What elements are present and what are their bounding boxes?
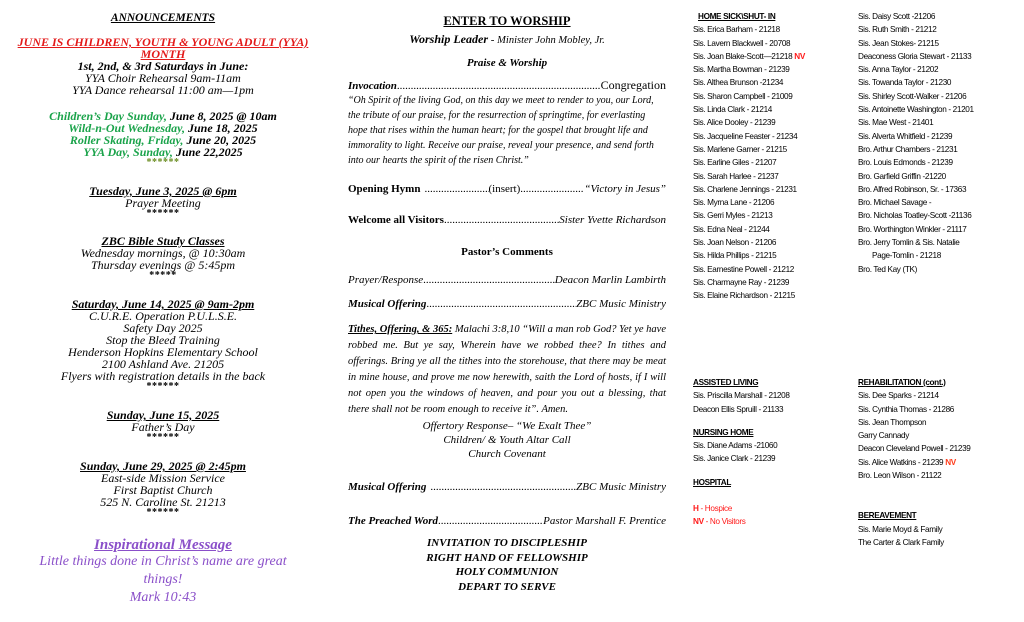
musical-offering-row-2: [348, 480, 666, 494]
invocation-label: Invocation: [348, 80, 397, 92]
divider-stars: ******: [146, 157, 180, 168]
list-item: Sis. Jean Stokes- 21215: [858, 38, 939, 48]
musical-offering-who: ZBC Music Ministry: [576, 298, 666, 310]
invocation-prayer: “Oh Spirit of the living God, on this day we meet to render to you, our Lord, the tribute of our praise, for the resurrection of springtime, for everlasting hope that rises within the human heart; for the gospel that brought life and immorality to light. Receive our praise, reveal your presence, and send forth into our hearts the spirit of the risen Christ.”: [348, 95, 654, 166]
divider-stars: ******: [146, 208, 180, 219]
mission-block: [0, 460, 326, 517]
spacer: [693, 489, 790, 502]
fathers-day-heading: Sunday, June 15, 2025: [106, 408, 220, 422]
list-item: Sis. Diane Adams -21060: [693, 441, 778, 451]
list-item: Sis. Priscilla Marshall - 21208: [693, 391, 790, 401]
bible-study-text: Wednesday mornings, @ 10:30am: [80, 246, 246, 260]
hospital-heading: HOSPITAL: [693, 477, 731, 487]
prayer-response-row: [348, 273, 666, 287]
prayer-response-label: Prayer/Response: [348, 274, 424, 286]
closing-item: RIGHT HAND OF FELLOWSHIP: [426, 551, 588, 564]
list-item: Sis. Cynthia Thomas - 21286: [858, 404, 954, 414]
list-item: Sis. Hilda Phillips - 21215: [693, 251, 777, 261]
legend-meaning: - Hospice: [698, 504, 732, 514]
welcome-row: [348, 213, 666, 227]
yya-events: [0, 110, 326, 167]
yya-month-heading-2: MONTH: [140, 46, 186, 61]
fathers-day-text: Father’s Day: [131, 420, 195, 434]
list-item: Sis. Antoinette Washington - 21201: [858, 105, 974, 115]
leader-dots: [424, 182, 488, 196]
list-item: Sis. Daisy Scott -21206: [858, 12, 936, 21]
legend-meaning: - No Visitors: [703, 517, 746, 527]
invocation-who: Congregation: [600, 78, 666, 92]
leader-dots: [520, 182, 584, 196]
spacer: [693, 416, 790, 426]
list-item: Bro. Ted Kay (TK): [858, 264, 917, 274]
care-facilities-col1: [693, 376, 790, 529]
list-item: Deacon Ellis Spruill - 21133: [693, 404, 784, 414]
opening-hymn-insert: (insert): [488, 183, 521, 195]
divider-stars: ******: [146, 381, 180, 392]
list-item: Bro. Nicholas Toatley-Scott -21136: [858, 211, 972, 221]
prayer-meeting-text: Prayer Meeting: [125, 196, 201, 210]
list-item: Sis. Sarah Harlee - 21237: [693, 171, 779, 181]
tithes-offering-block: [348, 322, 666, 418]
fathers-day-block: [0, 409, 326, 442]
list-item: Sis. Alice Dooley - 21239: [693, 118, 776, 128]
opening-hymn-title: “Victory in Jesus”: [584, 183, 666, 195]
list-item: Sis. Elaine Richardson - 21215: [693, 291, 795, 301]
event-line: Roller Skating, Friday, June 20, 2025: [69, 133, 257, 147]
prayer-response-who: Deacon Marlin Lambirth: [554, 274, 666, 286]
mission-text: East-side Mission Service: [101, 471, 225, 485]
cure-text: C.U.R.E. Operation P.U.L.S.E.: [88, 309, 238, 323]
home-sick-list-col1: [693, 10, 805, 303]
closing-list: [348, 536, 666, 594]
list-item: Sis. Linda Clark - 21214: [693, 105, 772, 115]
prayer-meeting-heading: Tuesday, June 3, 2025 @ 6pm: [89, 184, 237, 198]
list-item: Sis. Dee Sparks - 21214: [858, 391, 939, 401]
list-item: Bro. Michael Savage -: [858, 198, 932, 208]
no-visitors-flag: NV: [794, 51, 805, 61]
list-item: The Carter & Clark Family: [858, 537, 944, 547]
musical-offering-who: ZBC Music Ministry: [576, 481, 666, 493]
nursing-home-heading: NURSING HOME: [693, 427, 754, 437]
preached-word-row: [348, 514, 666, 528]
bible-study-text: Thursday evenings @ 5:45pm: [90, 258, 236, 272]
list-item: Deaconess Gloria Stewart - 21133: [858, 51, 972, 61]
assisted-living-heading: ASSISTED LIVING: [693, 378, 759, 387]
bible-study-heading: ZBC Bible Study Classes: [101, 234, 225, 248]
prayer-meeting-block: [0, 185, 326, 218]
home-sick-heading: HOME SICK\SHUT- IN: [698, 12, 776, 21]
bereavement-heading: BEREAVEMENT: [858, 511, 917, 521]
cure-heading: Saturday, June 14, 2025 @ 9am-2pm: [71, 297, 255, 311]
list-item: Sis. Gerri Myles - 21213: [693, 211, 773, 221]
worship-title: ENTER TO WORSHIP: [443, 14, 571, 28]
yya-month-heading: JUNE IS CHILDREN, YOUTH & YOUNG ADULT (YYA): [17, 35, 309, 49]
preached-word-who: Pastor Marshall F. Prentice: [543, 515, 666, 527]
order-of-worship-column: [348, 14, 666, 594]
tithes-heading: Tithes, Offering, & 365:: [348, 324, 453, 335]
leader-dots: [438, 514, 543, 528]
welcome-label: Welcome all Visitors: [348, 214, 444, 226]
list-item: Sis. Sharon Campbell - 21009: [693, 91, 793, 101]
bible-study-block: [0, 235, 326, 280]
list-item: Page-Tomlin - 21218: [872, 251, 941, 261]
leader-dots: [444, 213, 559, 227]
divider-stars: ******: [146, 432, 180, 443]
worship-leader-label: Worship Leader: [409, 32, 488, 46]
list-item: Sis. Janice Clark - 21239: [693, 454, 776, 464]
list-item: Bro. Louis Edmonds - 21239: [858, 158, 953, 168]
legend-no-visitors: [693, 515, 790, 528]
invocation-row: [348, 78, 666, 93]
mission-heading: Sunday, June 29, 2025 @ 2:45pm: [80, 459, 246, 473]
mission-text: 525 N. Caroline St. 21213: [100, 495, 226, 509]
home-sick-list-col2: [858, 10, 974, 276]
list-item: Sis. Martha Bowman - 21239: [693, 65, 790, 75]
praise-worship-heading: Praise & Worship: [466, 57, 548, 69]
rehabilitation-heading: REHABILITATION (cont.): [858, 378, 946, 387]
spacer: [858, 482, 971, 509]
list-item: Bro. Arthur Chambers - 21231: [858, 144, 958, 154]
list-item: Sis. Anna Taylor - 21202: [858, 65, 939, 75]
list-item: Sis. Alverta Whitfield - 21239: [858, 131, 953, 141]
cure-block: [0, 298, 326, 391]
cure-text: Safety Day 2025: [123, 321, 203, 335]
list-item: Sis. Jean Thompson: [858, 417, 927, 427]
legend-code: NV: [693, 517, 704, 527]
list-item: Sis. Lavern Blackwell - 20708: [693, 38, 791, 48]
leader-dots: [423, 273, 555, 287]
musical-offering-label: Musical Offering: [348, 481, 427, 493]
list-item: Bro. Worthington Winkler - 21117: [858, 224, 967, 234]
leader-dots: [397, 79, 601, 93]
list-item: Sis. Ruth Smith - 21212: [858, 25, 937, 35]
announcements-column: [0, 12, 326, 607]
announcements-title: ANNOUNCEMENTS: [110, 12, 216, 24]
opening-hymn-label: Opening Hymn: [348, 183, 421, 195]
legend-hospice: [693, 502, 790, 515]
leader-dots: [430, 480, 576, 494]
worship-leader-name: Minister John Mobley, Jr.: [497, 35, 605, 46]
divider-stars: *****: [149, 270, 177, 281]
offertory-response: Offertory Response– “We Exalt Thee”: [422, 420, 592, 432]
inspirational-title: Inspirational Message: [94, 537, 232, 553]
divider-stars: ******: [146, 507, 180, 518]
cure-text: Flyers with registration details in the back: [60, 369, 266, 383]
preached-word-label: The Preached Word: [348, 515, 439, 527]
list-item: Sis. Towanda Taylor - 21230: [858, 78, 952, 88]
care-facilities-col2: [858, 376, 971, 549]
list-item: Sis. Joan Blake-Scott—21218 NV: [693, 51, 805, 61]
inspirational-text: [0, 553, 326, 607]
list-item: Deacon Cleveland Powell - 21239: [858, 444, 971, 454]
list-item: Sis. Jacqueline Feaster - 21234: [693, 131, 798, 141]
dance-line: YYA Dance rehearsal 11:00 am—1pm: [72, 83, 254, 97]
closing-item: DEPART TO SERVE: [458, 580, 556, 593]
cure-text: Henderson Hopkins Elementary School: [68, 345, 258, 359]
spacer: [693, 466, 790, 476]
no-visitors-flag: NV: [945, 457, 956, 467]
legend-code: H: [693, 504, 699, 514]
cure-text: Stop the Bleed Training: [106, 333, 220, 347]
list-item: Sis. Marie Moyd & Family: [858, 524, 943, 534]
choir-line: YYA Choir Rehearsal 9am-11am: [85, 71, 241, 85]
cure-text: 2100 Ashland Ave. 21205: [101, 357, 225, 371]
list-item: Sis. Mae West - 21401: [858, 118, 934, 128]
list-item: Bro. Jerry Tomlin & Sis. Natalie: [858, 238, 960, 248]
event-line: Children’s Day Sunday, June 8, 2025 @ 10am: [49, 109, 277, 123]
list-item: Sis. Earline Giles - 21207: [693, 158, 777, 168]
list-item: Sis. Charlene Jennings - 21231: [693, 184, 797, 194]
list-item: Bro. Leon Wilson - 21122: [858, 471, 942, 481]
list-item: Bro. Alfred Robinson, Sr. - 17363: [858, 184, 967, 194]
pastors-comments-heading: Pastor’s Comments: [461, 246, 553, 258]
list-item: Sis. Alice Watkins - 21239 NV: [858, 457, 956, 467]
opening-hymn-row: [348, 182, 666, 196]
event-line: Wild-n-Out Wednesday, June 18, 2025: [68, 121, 258, 135]
mission-text: First Baptist Church: [113, 483, 213, 497]
closing-item: HOLY COMMUNION: [455, 566, 559, 578]
list-item: Sis. Charmayne Ray - 21239: [693, 277, 790, 287]
altar-call: Children/ & Youth Altar Call: [443, 434, 571, 446]
list-item: Sis. Marlene Garner - 21215: [693, 144, 787, 154]
closing-item: INVITATION TO DISCIPLESHIP: [427, 537, 587, 549]
list-item: Sis. Althea Brunson -21234: [693, 78, 784, 88]
list-item: Sis. Earnestine Powell - 21212: [693, 264, 795, 274]
list-item: Sis. Joan Nelson - 21206: [693, 238, 777, 248]
leader-dots: [426, 297, 576, 311]
list-item: Sis. Myrna Lane - 21206: [693, 198, 775, 208]
separator: -: [488, 34, 498, 46]
list-item: Sis. Shirley Scott-Walker - 21206: [858, 91, 967, 101]
list-item: Sis. Edna Neal - 21244: [693, 224, 770, 234]
musical-offering-label: Musical Offering: [348, 298, 427, 310]
inspirational-line: things!: [143, 572, 183, 587]
scripture-reference: Mark 10:43: [129, 590, 197, 605]
event-line: YYA Day, Sunday, June 22,2025: [83, 145, 243, 159]
saturdays-line: 1st, 2nd, & 3rd Saturdays in June:: [77, 59, 249, 73]
tithes-scripture: Malachi 3:8,10 “Will a man rob God? Yet ye have robbed me. But ye say, Wherein have we robbed thee? In tithes and offerings. Bring ye all the tithes into the storehouse, that there may be meat in mine house, and prove me now herewith, saith the Lord of hosts, if I will not open you the windows of heaven, and pour you out a blessing, that there shall not be room enough to receive it”. Amen.: [348, 324, 666, 415]
inspirational-line: Little things done in Christ’s name are great: [39, 554, 287, 569]
church-covenant: Church Covenant: [468, 448, 546, 460]
list-item: Sis. Erica Barham - 21218: [693, 25, 780, 35]
musical-offering-row: [348, 297, 666, 311]
list-item: Bro. Garfield Griffin -21220: [858, 171, 946, 181]
welcome-who: Sister Yvette Richardson: [559, 214, 666, 226]
worship-leader-line: [348, 32, 666, 48]
list-item: Garry Cannady: [858, 431, 909, 441]
